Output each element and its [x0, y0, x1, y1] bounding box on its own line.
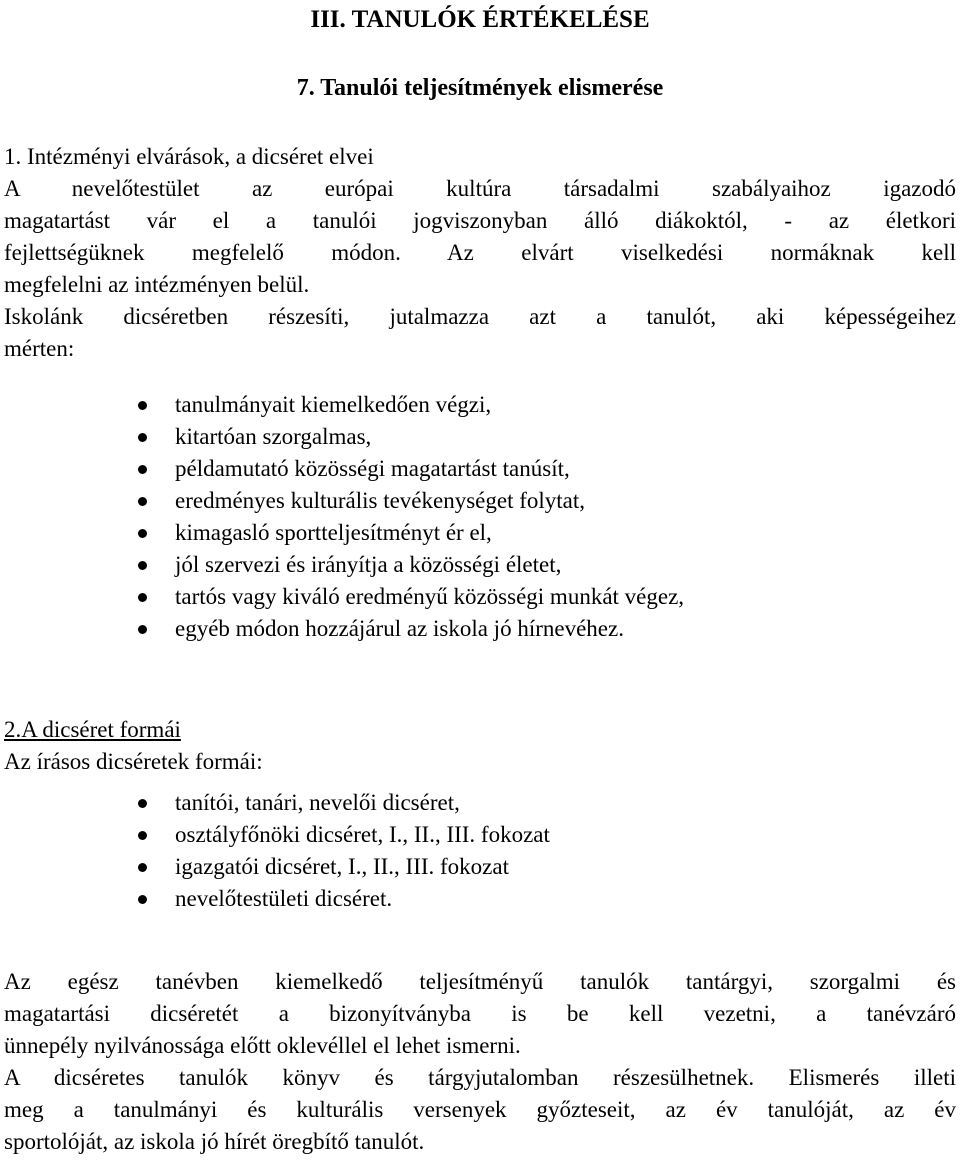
list-item — [0, 453, 960, 485]
list-item — [0, 485, 960, 517]
section2-title: 2.A dicséret formái — [4, 717, 181, 742]
list-item — [0, 581, 960, 613]
section2-para2-line: sportolóját, az iskola jó hírét öregbítő tanulót. — [4, 1129, 425, 1154]
list-item-text: kitartóan szorgalmas, — [175, 424, 372, 449]
bullet-icon — [138, 497, 147, 506]
section2-intro: Az írásos dicséretek formái: — [4, 749, 263, 774]
list-item-text: osztályfőnöki dicséret, I., II., III. fokozat — [175, 822, 550, 847]
section1-para2-line: mérten: — [4, 336, 75, 361]
list-item — [0, 613, 960, 645]
list-item — [0, 819, 960, 851]
list-item — [0, 421, 960, 453]
section1-para1-line: fejlettségüknek megfelelő módon. Az elvárt viselkedési normáknak kell — [4, 240, 956, 265]
list-item-text: nevelőtestületi dicséret. — [175, 886, 393, 911]
list-item-text: tanítói, tanári, nevelői dicséret, — [175, 790, 460, 815]
section1-title: 1. Intézményi elvárások, a dicséret elvei — [4, 144, 374, 169]
list-item — [0, 851, 960, 883]
section2-paragraphs — [4, 966, 956, 1158]
list-item — [0, 883, 960, 915]
section1-block — [4, 141, 956, 365]
section2-para1-line: ünnepély nyilvánossága előtt oklevéllel el lehet ismerni. — [4, 1033, 521, 1058]
list-item-text: egyéb módon hozzájárul az iskola jó hírnevéhez. — [175, 616, 624, 641]
list-item-text: eredményes kulturális tevékenységet folytat, — [175, 488, 586, 513]
section1-para1-line: magatartást vár el a tanulói jogviszonyban álló diákoktól, - az életkori — [4, 208, 956, 233]
section1-bullet-list — [0, 389, 960, 645]
section1-para1-line: megfelelni az intézményen belül. — [4, 272, 310, 297]
bullet-icon — [138, 401, 147, 410]
section1-para1-line: A nevelőtestület az európai kultúra társadalmi szabályaihoz igazodó — [4, 176, 956, 201]
bullet-icon — [138, 799, 147, 808]
list-item — [0, 787, 960, 819]
list-item-text: jól szervezi és irányítja a közösségi életet, — [175, 552, 562, 577]
list-item-text: kimagasló sportteljesítményt ér el, — [175, 520, 492, 545]
bullet-icon — [138, 831, 147, 840]
bullet-icon — [138, 895, 147, 904]
bullet-icon — [138, 465, 147, 474]
section2-block — [4, 714, 956, 778]
section2-para1-line: magatartási dicséretét a bizonyítványba is be kell vezetni, a tanévzáró — [4, 1001, 956, 1026]
section2-para2-line: A dicséretes tanulók könyv és tárgyjutalomban részesülhetnek. Elismerés illeti — [4, 1065, 956, 1090]
list-item-text: példamutató közösségi magatartást tanúsít, — [175, 456, 570, 481]
chapter-heading: III. TANULÓK ÉRTÉKELÉSE — [310, 6, 650, 33]
bullet-icon — [138, 433, 147, 442]
list-item — [0, 389, 960, 421]
section2-bullet-list — [0, 787, 960, 915]
section2-para1-line: Az egész tanévben kiemelkedő teljesítményű tanulók tantárgyi, szorgalmi és — [4, 969, 956, 994]
list-item-text: tartós vagy kiváló eredményű közösségi munkát végez, — [175, 584, 685, 609]
bullet-icon — [138, 625, 147, 634]
list-item — [0, 517, 960, 549]
list-item-text: tanulmányait kiemelkedően végzi, — [175, 392, 492, 417]
section2-para2-line: meg a tanulmányi és kulturális versenyek győzteseit, az év tanulóját, az év — [4, 1097, 956, 1122]
bullet-icon — [138, 529, 147, 538]
bullet-icon — [138, 863, 147, 872]
section-heading: 7. Tanulói teljesítmények elismerése — [296, 75, 664, 101]
bullet-icon — [138, 561, 147, 570]
bullet-icon — [138, 593, 147, 602]
section1-para2-line: Iskolánk dicséretben részesíti, jutalmazza azt a tanulót, aki képességeihez — [4, 304, 956, 329]
list-item-text: igazgatói dicséret, I., II., III. fokozat — [175, 854, 509, 879]
list-item — [0, 549, 960, 581]
